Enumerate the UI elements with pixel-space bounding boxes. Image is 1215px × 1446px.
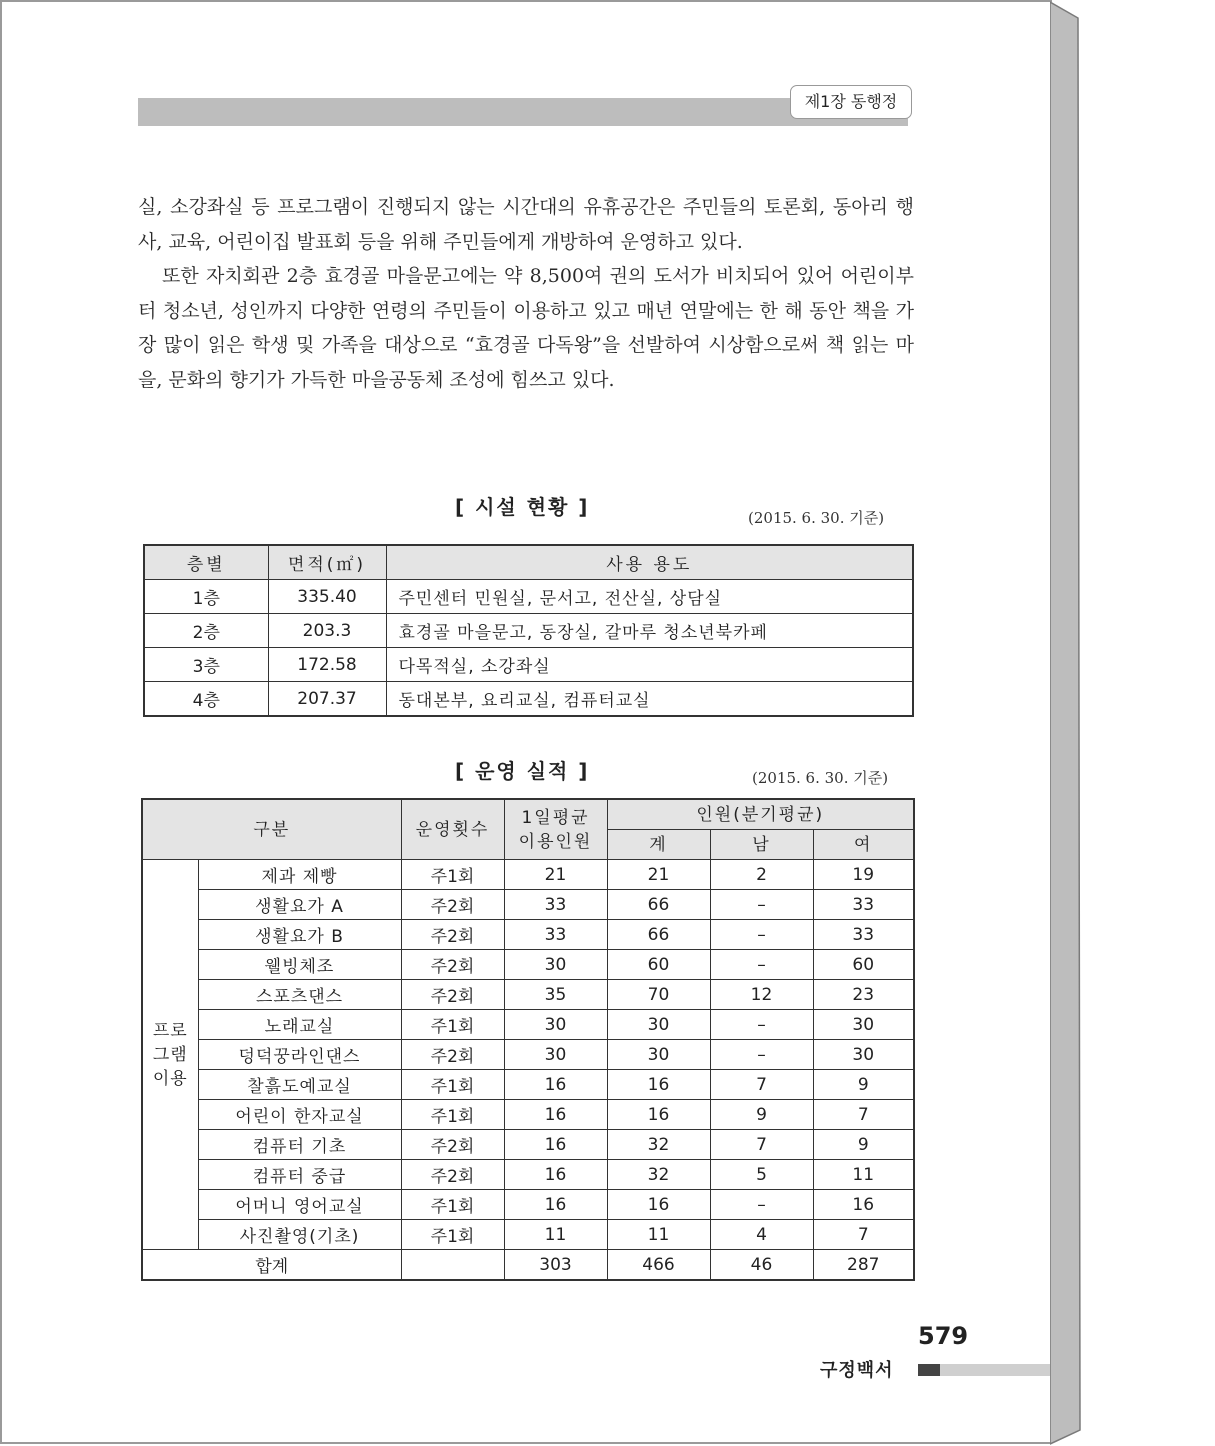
area-cell: 172.58 (268, 648, 386, 682)
table-row (144, 580, 913, 614)
total-cell: 60 (607, 950, 710, 980)
usage-cell: 효경골 마을문고, 동장실, 갈마루 청소년북카페 (386, 614, 913, 648)
female-cell: 30 (813, 1040, 914, 1070)
program-name-cell: 찰흙도예교실 (198, 1070, 401, 1100)
female-header: 여 (813, 830, 914, 860)
frequency-cell: 주2회 (401, 1130, 504, 1160)
daily-average-cell: 21 (504, 860, 607, 890)
chapter-label: 제1장 동행정 (790, 85, 912, 119)
female-cell: 23 (813, 980, 914, 1010)
table-row (144, 682, 913, 717)
table-row (142, 1190, 914, 1220)
category-label-line: 프로 (152, 1020, 188, 1041)
program-name-cell: 노래교실 (198, 1010, 401, 1040)
area-cell: 207.37 (268, 682, 386, 717)
usage-cell: 다목적실, 소강좌실 (386, 648, 913, 682)
program-category-cell (142, 860, 198, 1250)
male-cell: 4 (710, 1220, 813, 1250)
male-cell: 12 (710, 980, 813, 1010)
female-cell: 11 (813, 1160, 914, 1190)
female-cell: 7 (813, 1220, 914, 1250)
program-name-cell: 덩덕꿍라인댄스 (198, 1040, 401, 1070)
male-cell: – (710, 950, 813, 980)
program-name-cell: 컴퓨터 기초 (198, 1130, 401, 1160)
area-cell: 203.3 (268, 614, 386, 648)
male-cell: – (710, 1190, 813, 1220)
female-cell: 7 (813, 1100, 914, 1130)
daily-average-header-line: 이용인원 (518, 831, 593, 852)
male-cell: – (710, 1010, 813, 1040)
footer-bar-accent (918, 1364, 940, 1376)
frequency-cell: 주1회 (401, 860, 504, 890)
male-cell: 5 (710, 1160, 813, 1190)
table-row (142, 950, 914, 980)
daily-average-cell: 11 (504, 1220, 607, 1250)
total-row (142, 1250, 914, 1281)
female-cell: 60 (813, 950, 914, 980)
male-cell: 46 (710, 1250, 813, 1281)
daily-average-cell: 16 (504, 1100, 607, 1130)
total-cell: 11 (607, 1220, 710, 1250)
total-cell: 30 (607, 1040, 710, 1070)
frequency-cell: 주1회 (401, 1070, 504, 1100)
column-header: 면적(㎡) (268, 545, 386, 580)
category-header: 구분 (142, 799, 401, 860)
total-cell: 16 (607, 1190, 710, 1220)
female-cell: 33 (813, 890, 914, 920)
frequency-header: 운영횟수 (401, 799, 504, 860)
male-cell: – (710, 890, 813, 920)
daily-average-cell: 16 (504, 1070, 607, 1100)
footer-bar (940, 1364, 1050, 1376)
frequency-cell: 주1회 (401, 1100, 504, 1130)
daily-average-cell: 33 (504, 920, 607, 950)
paragraph: 또한 자치회관 2층 효경골 마을문고에는 약 8,500여 권의 도서가 비치되어 있어 어린이부터 청소년, 성인까지 다양한 연령의 주민들이 이용하고 있고 매년 연말에는 한 해 동안 책을 가장 많이 읽은 학생 및 가족을 대상으로 “효경골 다독왕”을 선발하여 시상함으로써 책 읽는 마을, 문화의 향기가 가득한 마을공동체 조성에 힘쓰고 있다. (138, 265, 914, 391)
page-number: 579 (918, 1322, 969, 1350)
daily-average-cell: 30 (504, 1040, 607, 1070)
male-cell: 9 (710, 1100, 813, 1130)
table-header-row (144, 545, 913, 580)
male-cell: 7 (710, 1130, 813, 1160)
page-edge (1050, 0, 1084, 1446)
area-cell: 335.40 (268, 580, 386, 614)
table-row (142, 890, 914, 920)
frequency-cell (401, 1250, 504, 1281)
table-row (142, 1070, 914, 1100)
daily-average-header (504, 799, 607, 860)
total-cell: 66 (607, 890, 710, 920)
frequency-cell: 주2회 (401, 980, 504, 1010)
program-name-cell: 생활요가 B (198, 920, 401, 950)
daily-average-cell: 30 (504, 950, 607, 980)
program-name-cell: 생활요가 A (198, 890, 401, 920)
operations-table (141, 798, 915, 1281)
total-cell: 30 (607, 1010, 710, 1040)
female-cell: 30 (813, 1010, 914, 1040)
frequency-cell: 주2회 (401, 950, 504, 980)
facilities-basis: (2015. 6. 30. 기준) (748, 509, 885, 527)
book-title: 구정백서 (820, 1360, 894, 1381)
total-cell: 466 (607, 1250, 710, 1281)
floor-cell: 1층 (144, 580, 268, 614)
total-cell: 21 (607, 860, 710, 890)
usage-cell: 동대본부, 요리교실, 컴퓨터교실 (386, 682, 913, 717)
male-header: 남 (710, 830, 813, 860)
daily-average-cell: 16 (504, 1190, 607, 1220)
people-group-header: 인원(분기평균) (607, 799, 914, 830)
program-name-cell: 어머니 영어교실 (198, 1190, 401, 1220)
female-cell: 287 (813, 1250, 914, 1281)
column-header: 층별 (144, 545, 268, 580)
table-row (142, 1100, 914, 1130)
operations-title: [ 운영 실적 ] (455, 759, 590, 783)
table-row (144, 614, 913, 648)
floor-cell: 2층 (144, 614, 268, 648)
table-row (142, 1160, 914, 1190)
daily-average-cell: 33 (504, 890, 607, 920)
frequency-cell: 주2회 (401, 920, 504, 950)
total-label-cell: 합계 (142, 1250, 401, 1281)
female-cell: 9 (813, 1130, 914, 1160)
total-cell: 16 (607, 1070, 710, 1100)
frequency-cell: 주1회 (401, 1220, 504, 1250)
male-cell: – (710, 920, 813, 950)
daily-average-cell: 16 (504, 1130, 607, 1160)
category-label-line: 그램 (152, 1044, 188, 1065)
table-row (142, 1010, 914, 1040)
frequency-cell: 주2회 (401, 890, 504, 920)
table-row (142, 1040, 914, 1070)
paragraph: 실, 소강좌실 등 프로그램이 진행되지 않는 시간대의 유휴공간은 주민들의 토론회, 동아리 행사, 교육, 어린이집 발표회 등을 위해 주민들에게 개방하여 운영하고 있다. (138, 196, 914, 253)
frequency-cell: 주2회 (401, 1160, 504, 1190)
program-name-cell: 제과 제빵 (198, 860, 401, 890)
daily-average-header-line: 1일평균 (521, 807, 590, 828)
facilities-title: [ 시설 현황 ] (455, 495, 590, 519)
male-cell: – (710, 1040, 813, 1070)
table-header-row (142, 799, 914, 830)
total-cell: 66 (607, 920, 710, 950)
total-cell: 16 (607, 1100, 710, 1130)
daily-average-cell: 303 (504, 1250, 607, 1281)
table-row (142, 1130, 914, 1160)
female-cell: 33 (813, 920, 914, 950)
facilities-table (143, 544, 914, 717)
total-header: 계 (607, 830, 710, 860)
daily-average-cell: 35 (504, 980, 607, 1010)
category-label-line: 이용 (152, 1068, 188, 1089)
table-row (142, 1220, 914, 1250)
table-row (142, 920, 914, 950)
male-cell: 7 (710, 1070, 813, 1100)
frequency-cell: 주1회 (401, 1190, 504, 1220)
table-row (142, 980, 914, 1010)
table-row (144, 648, 913, 682)
daily-average-cell: 30 (504, 1010, 607, 1040)
program-name-cell: 웰빙체조 (198, 950, 401, 980)
program-name-cell: 어린이 한자교실 (198, 1100, 401, 1130)
female-cell: 16 (813, 1190, 914, 1220)
floor-cell: 4층 (144, 682, 268, 717)
body-text (138, 190, 914, 397)
frequency-cell: 주2회 (401, 1040, 504, 1070)
table-row (142, 860, 914, 890)
program-name-cell: 사진촬영(기초) (198, 1220, 401, 1250)
total-cell: 70 (607, 980, 710, 1010)
program-name-cell: 컴퓨터 중급 (198, 1160, 401, 1190)
female-cell: 9 (813, 1070, 914, 1100)
total-cell: 32 (607, 1160, 710, 1190)
total-cell: 32 (607, 1130, 710, 1160)
daily-average-cell: 16 (504, 1160, 607, 1190)
column-header: 사용 용도 (386, 545, 913, 580)
floor-cell: 3층 (144, 648, 268, 682)
female-cell: 19 (813, 860, 914, 890)
frequency-cell: 주1회 (401, 1010, 504, 1040)
usage-cell: 주민센터 민원실, 문서고, 전산실, 상담실 (386, 580, 913, 614)
operations-basis: (2015. 6. 30. 기준) (752, 769, 889, 787)
male-cell: 2 (710, 860, 813, 890)
program-name-cell: 스포츠댄스 (198, 980, 401, 1010)
